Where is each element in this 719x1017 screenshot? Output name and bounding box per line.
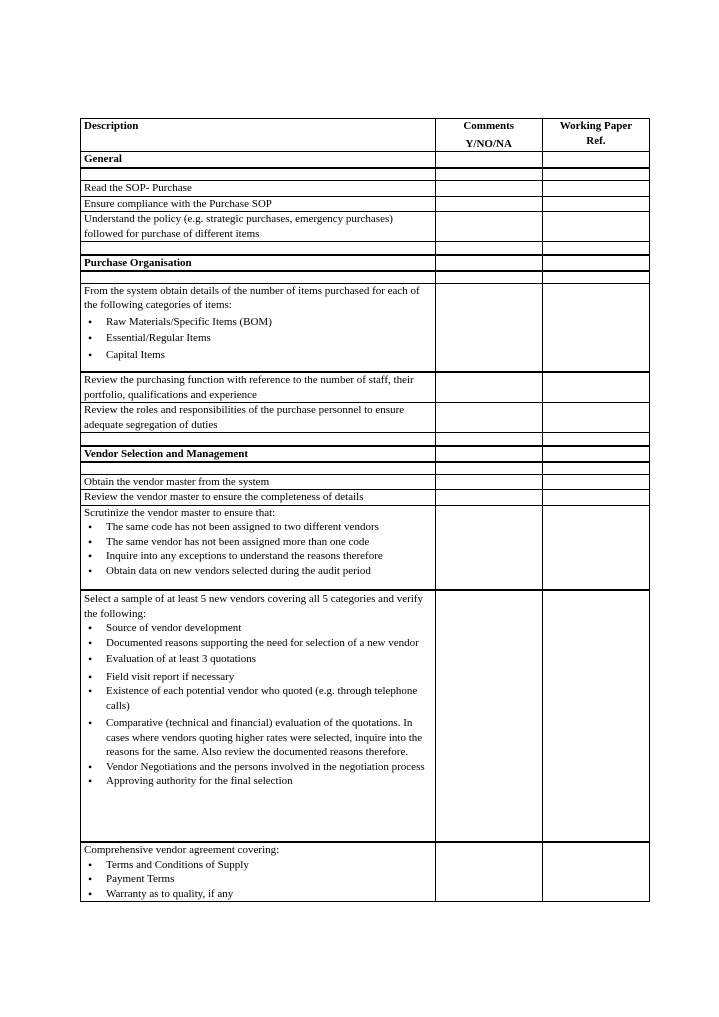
checklist-row bbox=[81, 372, 650, 403]
item-intro: Select a sample of at least 5 new vendors covering all 5 categories and verify the following: bbox=[84, 593, 424, 620]
checklist-row bbox=[81, 474, 650, 490]
comment-cell[interactable] bbox=[435, 283, 542, 372]
ref-cell[interactable] bbox=[542, 372, 649, 403]
bullet-item: • Source of vendor development bbox=[84, 621, 432, 636]
section-title: Purchase Organisation bbox=[81, 255, 436, 272]
comment-cell[interactable] bbox=[435, 590, 542, 842]
comment-cell[interactable] bbox=[435, 181, 542, 197]
audit-checklist-table bbox=[80, 118, 650, 902]
ref-cell[interactable] bbox=[542, 152, 649, 168]
item-text: Obtain the vendor master from the system bbox=[81, 474, 436, 490]
blank-row bbox=[81, 271, 650, 283]
ref-cell[interactable] bbox=[542, 446, 649, 463]
bullet-list bbox=[84, 858, 432, 902]
checklist-row bbox=[81, 490, 650, 506]
checklist-row bbox=[81, 403, 650, 433]
bullet-list bbox=[84, 621, 432, 789]
ref-cell[interactable] bbox=[542, 505, 649, 590]
header-row bbox=[81, 119, 650, 152]
comment-cell[interactable] bbox=[435, 505, 542, 590]
item-text bbox=[81, 283, 436, 372]
checklist-row bbox=[81, 505, 650, 590]
checklist-row bbox=[81, 842, 650, 902]
comment-cell[interactable] bbox=[435, 474, 542, 490]
ref-cell[interactable] bbox=[542, 181, 649, 197]
bullet-item: • Evaluation of at least 3 quotations bbox=[84, 652, 432, 667]
bullet-item: • Obtain data on new vendors selected during the audit period bbox=[84, 564, 432, 579]
comments-header: Comments Y/NO/NA bbox=[435, 119, 542, 152]
blank-row bbox=[81, 462, 650, 474]
working-paper-header: Working Paper Ref. bbox=[542, 119, 649, 152]
bullet-item: • Approving authority for the final selection bbox=[84, 774, 432, 789]
bullet-item: • Warranty as to quality, if any bbox=[84, 887, 432, 902]
item-text: Ensure compliance with the Purchase SOP bbox=[81, 196, 436, 212]
comment-cell[interactable] bbox=[435, 212, 542, 242]
comment-cell[interactable] bbox=[435, 152, 542, 168]
item-text bbox=[81, 590, 436, 842]
bullet-list bbox=[84, 315, 432, 363]
comment-cell[interactable] bbox=[435, 490, 542, 506]
item-text: Understand the policy (e.g. strategic purchases, emergency purchases) followed for purchase of different items bbox=[81, 212, 436, 242]
ref-cell[interactable] bbox=[542, 842, 649, 902]
checklist-row bbox=[81, 196, 650, 212]
checklist-row bbox=[81, 181, 650, 197]
blank-row bbox=[81, 433, 650, 446]
bullet-item: • Capital Items bbox=[84, 348, 432, 363]
ref-cell[interactable] bbox=[542, 474, 649, 490]
item-text: Review the vendor master to ensure the completeness of details bbox=[81, 490, 436, 506]
item-text: Read the SOP- Purchase bbox=[81, 181, 436, 197]
ref-cell[interactable] bbox=[542, 212, 649, 242]
comment-cell[interactable] bbox=[435, 842, 542, 902]
bullet-item: • Existence of each potential vendor who quoted (e.g. through telephone calls) bbox=[84, 684, 432, 713]
section-row-vendor-selection bbox=[81, 446, 650, 463]
comment-cell[interactable] bbox=[435, 403, 542, 433]
comment-cell[interactable] bbox=[435, 196, 542, 212]
checklist-row bbox=[81, 212, 650, 242]
ref-cell[interactable] bbox=[542, 283, 649, 372]
section-row-purchase-organisation bbox=[81, 255, 650, 272]
ref-cell[interactable] bbox=[542, 590, 649, 842]
item-text: Review the roles and responsibilities of the purchase personnel to ensure adequate segregation of duties bbox=[81, 403, 436, 433]
bullet-item: • The same code has not been assigned to two different vendors bbox=[84, 520, 432, 535]
bullet-item: • Payment Terms bbox=[84, 872, 432, 887]
bullet-item: • Terms and Conditions of Supply bbox=[84, 858, 432, 873]
item-intro: Scrutinize the vendor master to ensure that: bbox=[84, 506, 276, 519]
checklist-row bbox=[81, 590, 650, 842]
bullet-item: • Essential/Regular Items bbox=[84, 331, 432, 346]
bullet-item: • Inquire into any exceptions to understand the reasons therefore bbox=[84, 549, 432, 564]
item-intro: From the system obtain details of the number of items purchased for each of the following categories of items: bbox=[84, 284, 420, 311]
comment-cell[interactable] bbox=[435, 372, 542, 403]
section-title: General bbox=[81, 152, 436, 168]
section-title: Vendor Selection and Management bbox=[81, 446, 436, 463]
item-text bbox=[81, 842, 436, 902]
section-row-general bbox=[81, 152, 650, 168]
item-intro: Comprehensive vendor agreement covering: bbox=[84, 844, 280, 856]
bullet-item: • Field visit report if necessary bbox=[84, 670, 432, 685]
item-text: Review the purchasing function with reference to the number of staff, their portfolio, qualifications and experience bbox=[81, 372, 436, 403]
bullet-item: • Documented reasons supporting the need for selection of a new vendor bbox=[84, 636, 432, 651]
ref-cell[interactable] bbox=[542, 196, 649, 212]
comment-cell[interactable] bbox=[435, 446, 542, 463]
ref-cell[interactable] bbox=[542, 403, 649, 433]
ref-cell[interactable] bbox=[542, 255, 649, 272]
description-header: Description bbox=[81, 119, 436, 152]
blank-row bbox=[81, 242, 650, 255]
bullet-item: • Vendor Negotiations and the persons involved in the negotiation process bbox=[84, 760, 432, 775]
item-text bbox=[81, 505, 436, 590]
checklist-row bbox=[81, 283, 650, 372]
blank-row bbox=[81, 168, 650, 181]
comment-cell[interactable] bbox=[435, 255, 542, 272]
bullet-item: • Comparative (technical and financial) evaluation of the quotations. In cases where vendors quoting higher rates were selected, inquire into the reasons for the same. Also review the documented reasons therefore. bbox=[84, 716, 432, 760]
ref-cell[interactable] bbox=[542, 490, 649, 506]
bullet-item: • Raw Materials/Specific Items (BOM) bbox=[84, 315, 432, 330]
bullet-list bbox=[84, 520, 432, 578]
bullet-item: • The same vendor has not been assigned more than one code bbox=[84, 535, 432, 550]
